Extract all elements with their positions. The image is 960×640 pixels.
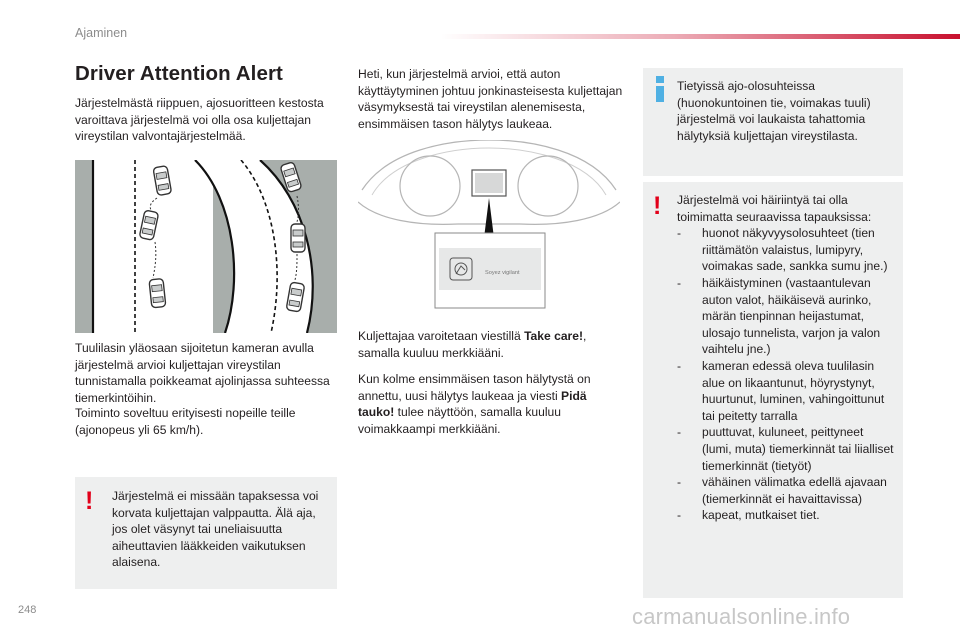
- watermark: carmanualsonline.info: [632, 604, 851, 629]
- info-icon: [653, 76, 667, 102]
- first-alert-paragraph: Heti, kun järjestelmä arvioi, että auton käyttäytyminen johtuu jonkinasteisesta kuljettajan väsymyksestä tai vireystilan alenemisesta, ensimmäisen tason hälytys laukeaa.: [358, 67, 623, 131]
- info-text: Tietyissä ajo-olosuhteissa (huonokuntoinen tie, voimakas tuuli) järjestelmä voi laukaista tahattomia hälytyksiä kuljettajan vireystilasta.: [677, 79, 871, 143]
- page-number: 248: [18, 604, 37, 616]
- warning-text: Järjestelmä ei missään tapaksessa voi korvata kuljettajan valppautta. Älä aja, jos olet väsynyt tai uneliaisuutta aiheuttavien lääkkeiden vaikutuksen alaisena.: [112, 489, 319, 570]
- instrument-panel-illustration: [358, 140, 620, 312]
- section-label: Ajaminen: [75, 26, 128, 40]
- header-rule: [440, 34, 960, 39]
- pointer-arrow: [484, 198, 494, 238]
- pause-caption: Kun kolme ensimmäisen tason hälytystä on annettu, uusi hälytys laukeaa ja viesti Pidä tauko! tulee näyttöön, samalla kuuluu voimakkaampi merkkiääni.: [358, 372, 591, 436]
- speed-note: Toiminto soveltuu erityisesti nopeille teille (ajonopeus yli 65 km/h).: [75, 406, 296, 437]
- list-item: - huonot näkyvyysolosuhteet (tien riittämätön valaistus, lumipyry, voimakas sade, sankka sumu jne.): [677, 225, 895, 275]
- page-title: Driver Attention Alert: [75, 62, 283, 85]
- road-lane-drift-illustration: [75, 160, 337, 333]
- warning-exclamation-icon: !: [85, 487, 94, 515]
- interference-list: [677, 225, 895, 524]
- warning-intro: Järjestelmä voi häiriintyä tai olla toimimatta seuraavissa tapauksissa:: [677, 193, 872, 224]
- list-item: - häikäistyminen (vastaantulevan auton valot, häikäisevä aurinko, märän tienpinnan heijastumat, ulosajo tunnelista, varjon ja valon vaihtelu jne.): [677, 275, 895, 358]
- list-item: - vähäinen välimatka edellä ajavaan (tiemerkinnät ei havaittavissa): [677, 474, 895, 507]
- info-box: [643, 68, 903, 176]
- warning-box-left: [75, 477, 337, 589]
- display-message: Soyez vigilant: [485, 270, 520, 276]
- list-item: - kameran edessä oleva tuulilasin alue on likaantunut, höyrystynyt, huurtunut, luminen, vahingoittunut tai peitetty tarralla: [677, 358, 895, 424]
- car-icon: [291, 224, 305, 252]
- warning-box-right: [643, 182, 903, 598]
- take-care-caption: Kuljettajaa varoitetaan viestillä Take care!, samalla kuuluu merkkiääni.: [358, 329, 587, 360]
- list-item: - kapeat, mutkaiset tiet.: [677, 507, 895, 524]
- car-icon: [149, 279, 166, 308]
- warning-exclamation-icon: !: [653, 192, 662, 220]
- list-item: - puuttuvat, kuluneet, peittyneet (lumi, muta) tiemerkinnät tai liialliset tiemerkinnät (tietyöt): [677, 424, 895, 474]
- camera-paragraph: Tuulilasin yläosaan sijoitetun kameran avulla järjestelmä arvioi kuljettajan vireystilan tunnistamalla poikkeamat ajolinjassa suhteessa tiemerkintöihin.: [75, 341, 330, 405]
- intro-paragraph: Järjestelmästä riippuen, ajosuoritteen kestosta varoittava järjestelmä voi olla osa kuljettajan vireystilan valvontajärjestelmää.: [75, 96, 324, 144]
